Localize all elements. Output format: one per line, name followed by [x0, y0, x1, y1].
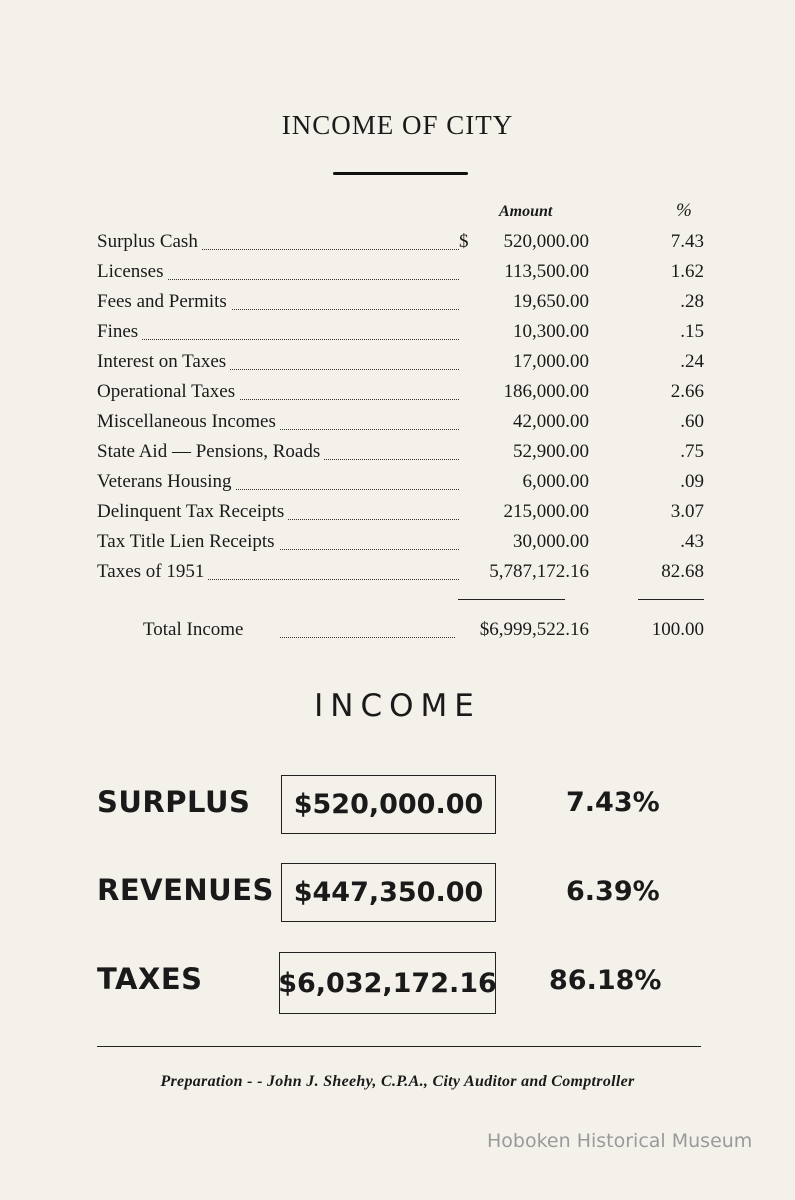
row-percent: .15: [680, 321, 704, 342]
row-label: Miscellaneous Incomes: [97, 411, 280, 433]
amount-sum-rule: [458, 599, 565, 600]
row-label: Delinquent Tax Receipts: [97, 501, 288, 523]
row-percent: .75: [680, 441, 704, 462]
amount-column-header: Amount: [499, 203, 553, 220]
row-label: Fines: [97, 321, 142, 343]
total-label: Total Income: [143, 619, 248, 641]
row-percent: 7.43: [670, 231, 704, 252]
row-amount: 113,500.00: [504, 261, 589, 282]
row-label: Interest on Taxes: [97, 351, 230, 373]
footer-rule: [97, 1046, 701, 1047]
row-amount: 30,000.00: [513, 531, 589, 552]
dot-leader: [280, 637, 455, 638]
page-title: INCOME OF CITY: [281, 110, 514, 140]
row-percent: .60: [680, 411, 704, 432]
table-row: [97, 351, 707, 381]
row-amount: 52,900.00: [513, 441, 589, 462]
row-label: Fees and Permits: [97, 291, 231, 313]
table-row: [97, 441, 707, 471]
percent-sum-rule: [638, 599, 704, 600]
row-amount: 520,000.00: [503, 231, 589, 252]
percent-column-header: %: [676, 200, 692, 221]
table-row: [97, 231, 707, 261]
title-rule: [333, 172, 468, 175]
row-amount: 19,650.00: [513, 291, 589, 312]
total-amount: $6,999,522.16: [479, 619, 589, 640]
dot-leader: [97, 339, 459, 340]
total-percent: 100.00: [651, 619, 704, 640]
row-label: Operational Taxes: [97, 381, 239, 403]
row-percent: .28: [680, 291, 704, 312]
row-percent: 3.07: [670, 501, 704, 522]
row-amount: 10,300.00: [513, 321, 589, 342]
row-amount: 5,787,172.16: [489, 561, 589, 582]
row-amount: 17,000.00: [513, 351, 589, 372]
row-amount: 215,000.00: [503, 501, 589, 522]
table-row: [97, 261, 707, 291]
summary-title: INCOME: [314, 688, 481, 724]
row-label: Licenses: [97, 261, 167, 283]
table-row: [97, 561, 707, 591]
preparer-credit: Preparation - - John J. Sheehy, C.P.A., City Auditor and Comptroller: [160, 1073, 635, 1090]
table-row: [97, 501, 707, 531]
row-percent: .43: [680, 531, 704, 552]
table-row: [97, 531, 707, 561]
summary-percent: 6.39%: [566, 876, 660, 907]
row-percent: .24: [680, 351, 704, 372]
row-label: State Aid — Pensions, Roads: [97, 441, 324, 463]
summary-amount-box: $520,000.00: [281, 775, 496, 834]
summary-label-revenues: REVENUES: [97, 873, 274, 907]
dollar-sign: $: [459, 231, 469, 252]
row-percent: .09: [680, 471, 704, 492]
summary-label-taxes: TAXES: [97, 962, 203, 996]
row-amount: 6,000.00: [522, 471, 589, 492]
table-row: [97, 471, 707, 501]
row-percent: 1.62: [670, 261, 704, 282]
row-label: Tax Title Lien Receipts: [97, 531, 279, 553]
museum-watermark: Hoboken Historical Museum: [487, 1130, 753, 1152]
row-label: Surplus Cash: [97, 231, 202, 253]
row-amount: 42,000.00: [513, 411, 589, 432]
row-percent: 2.66: [670, 381, 704, 402]
total-row: [143, 619, 707, 649]
table-row: [97, 291, 707, 321]
summary-percent: 86.18%: [549, 965, 662, 996]
summary-label-surplus: SURPLUS: [97, 785, 251, 819]
summary-amount-box: $6,032,172.16: [279, 952, 496, 1014]
row-label: Veterans Housing: [97, 471, 236, 493]
table-row: [97, 411, 707, 441]
row-amount: 186,000.00: [503, 381, 589, 402]
table-row: [97, 381, 707, 411]
summary-percent: 7.43%: [566, 787, 660, 818]
row-label: Taxes of 1951: [97, 561, 208, 583]
summary-amount-box: $447,350.00: [281, 863, 496, 922]
table-row: [97, 321, 707, 351]
row-percent: 82.68: [661, 561, 704, 582]
